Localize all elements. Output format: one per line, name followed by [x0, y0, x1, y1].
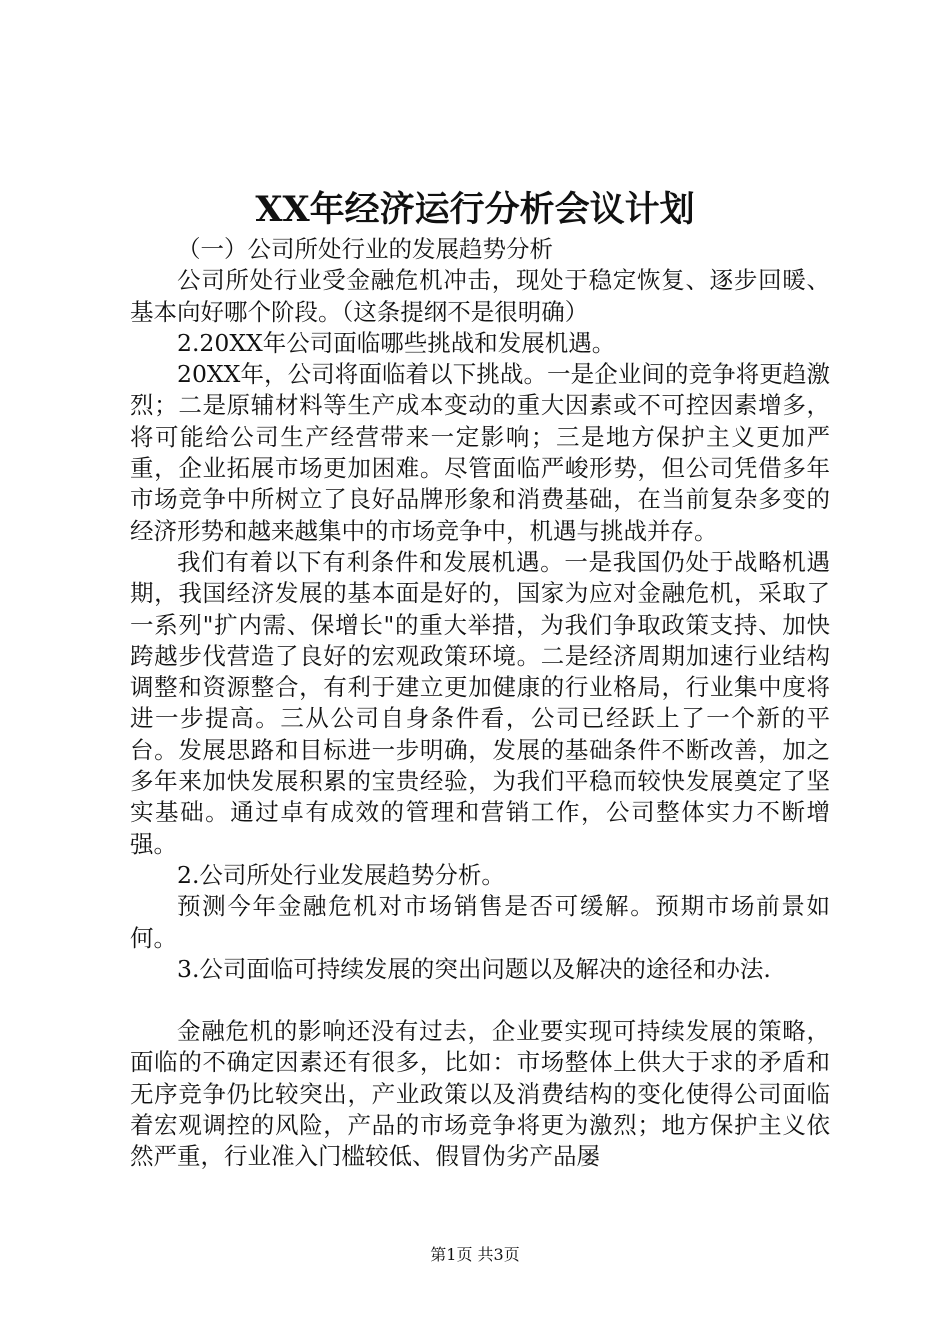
document-title: XX年经济运行分析会议计划 [255, 189, 695, 230]
section-heading: （一）公司所处行业的发展趋势分析 [177, 235, 553, 263]
subheading: 2.20XX年公司面临哪些挑战和发展机遇。 [177, 328, 616, 357]
subheading: 3.公司面临可持续发展的突出问题以及解决的途径和办法. [177, 954, 771, 983]
page-footer: 第1页 共3页 [430, 1245, 520, 1264]
paragraph: 20XX年，公司将面临着以下挑战。一是企业间的竞争将更趋激烈；二是原辅材料等生产成本变动的重大因素或不可控因素增多，将可能给公司生产经营带来一定影响；三是地方保护主义更加严重，企业拓展市场更加困难。尽管面临严峻形势，但公司凭借多年市场竞争中所树立了良好品牌形象和消费基础，在当前复杂多变的经济形势和越来越集中的市场竞争中，机遇与挑战并存。 [130, 360, 830, 545]
subheading: 2.公司所处行业发展趋势分析。 [177, 860, 505, 889]
paragraph-spacer [130, 985, 830, 1016]
paragraph: 公司所处行业受金融危机冲击，现处于稳定恢复、逐步回暖、基本向好哪个阶段。（这条提纲不是很明确） [130, 266, 830, 326]
paragraph: 预测今年金融危机对市场销售是否可缓解。预期市场前景如何。 [130, 892, 830, 952]
paragraph: 金融危机的影响还没有过去，企业要实现可持续发展的策略，面临的不确定因素还有很多，比如：市场整体上供大于求的矛盾和无序竞争仍比较突出，产业政策以及消费结构的变化使得公司面临着宏观调控的风险，产品的市场竞争将更为激烈；地方保护主义依然严重，行业准入门槛较低、假冒伪劣产品屡 [130, 1017, 830, 1171]
paragraph: 我们有着以下有利条件和发展机遇。一是我国仍处于战略机遇期，我国经济发展的基本面是好的，国家为应对金融危机，采取了一系列"扩内需、保增长"的重大举措，为我们争取政策支持、加快跨越步伐营造了良好的宏观政策环境。二是经济周期加速行业结构调整和资源整合，有利于建立更加健康的行业格局，行业集中度将进一步提高。三从公司自身条件看，公司已经跃上了一个新的平台。发展思路和目标进一步明确，发展的基础条件不断改善，加之多年来加快发展积累的宝贵经验，为我们平稳而较快发展奠定了坚实基础。通过卓有成效的管理和营销工作，公司整体实力不断增强。 [130, 547, 830, 858]
document-body [130, 234, 830, 1173]
